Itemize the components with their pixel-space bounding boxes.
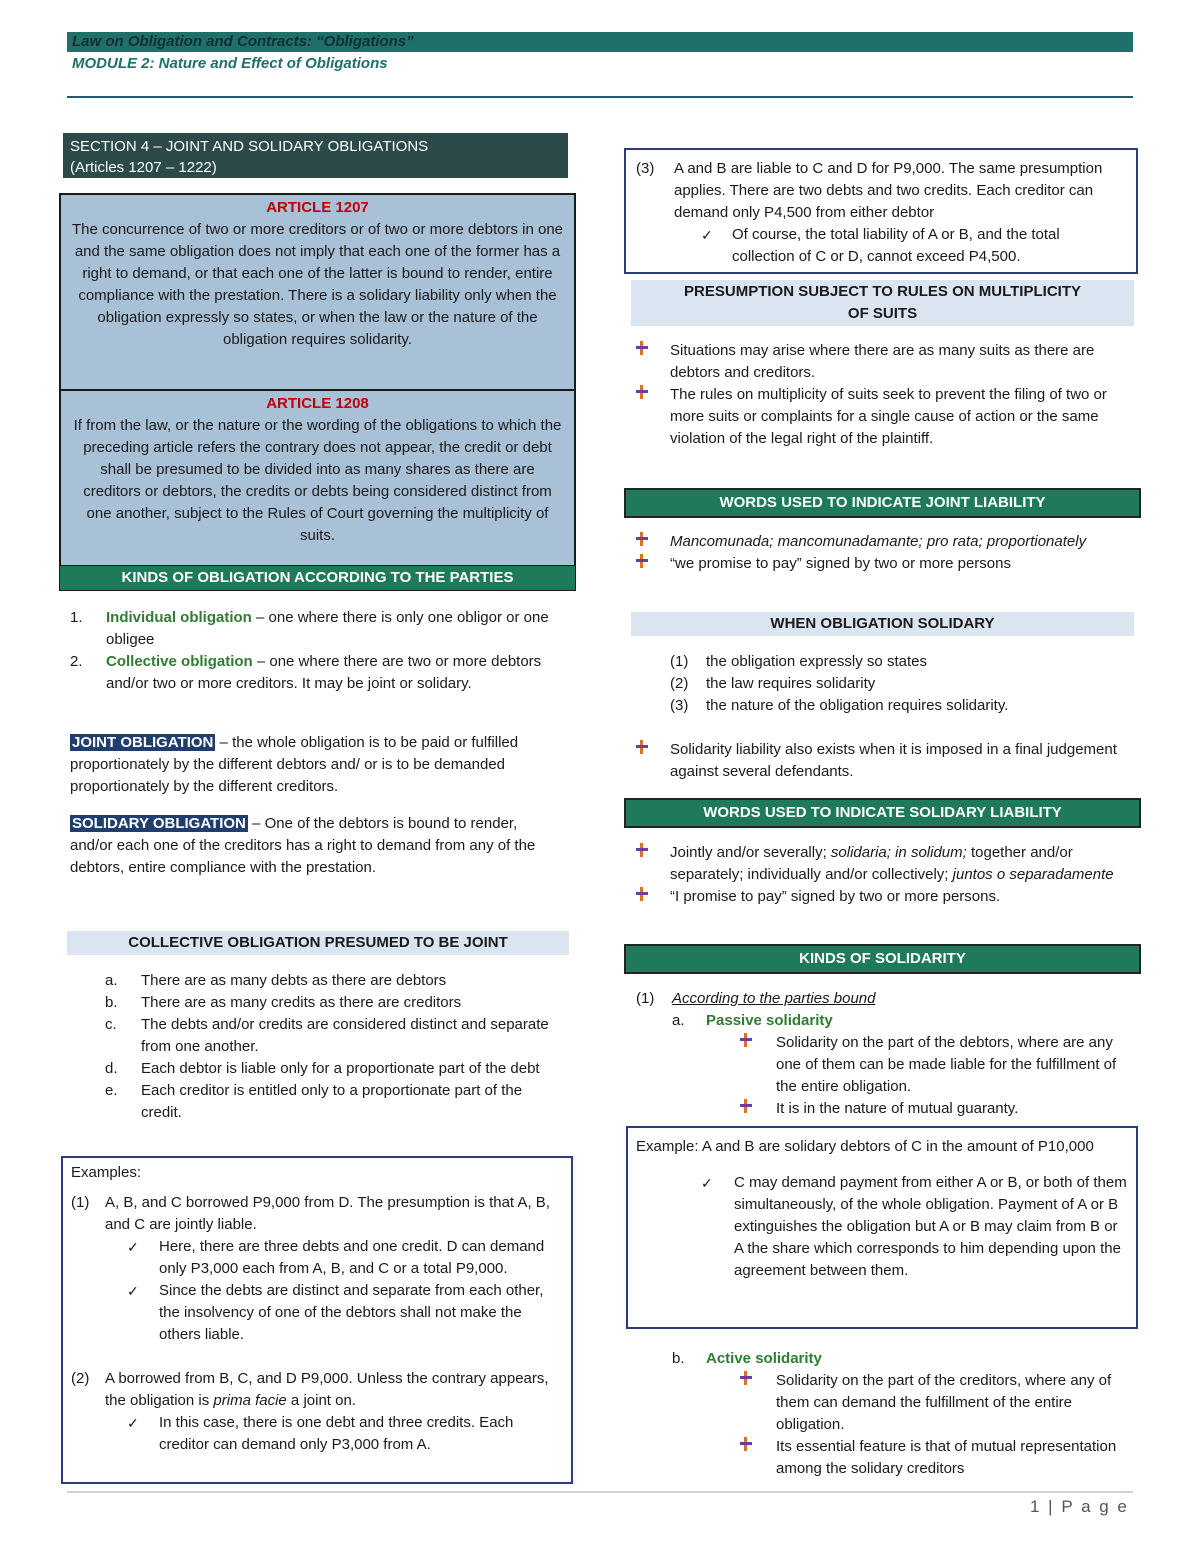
list-letter: a. xyxy=(105,972,118,989)
bullet-text: Solidarity on the part of the debtors, where are any one of them can be made liable for the fulfillment of the entire obligation. xyxy=(776,1034,1117,1095)
list-item xyxy=(670,695,1130,717)
bullet-icon xyxy=(740,1033,754,1047)
when-solidary-heading: WHEN OBLIGATION SOLIDARY xyxy=(631,612,1134,636)
check-text: Here, there are three debts and one credit. D can demand only P3,000 each from A, B, and C or a total P9,000. xyxy=(159,1238,545,1277)
bullet-icon xyxy=(636,843,650,857)
section-heading xyxy=(63,133,568,178)
bullet-item xyxy=(636,842,1126,886)
example-label: Example: xyxy=(636,1138,699,1155)
joint-words-bullets xyxy=(636,531,1126,575)
article-1208-title: ARTICLE 1208 xyxy=(266,395,369,412)
list-item xyxy=(636,988,1126,1010)
example-1-check-2 xyxy=(71,1280,563,1346)
section-heading-line2: (Articles 1207 – 1222) xyxy=(70,159,217,176)
bullet-icon xyxy=(636,887,650,901)
list-text: the obligation expressly so states xyxy=(706,653,927,670)
list-letter: e. xyxy=(105,1082,118,1099)
examples-label: Examples: xyxy=(71,1164,142,1181)
presumed-joint-heading: COLLECTIVE OBLIGATION PRESUMED TO BE JOINT xyxy=(67,931,569,955)
article-1207-text: The concurrence of two or more creditors or of two or more debtors in one and the same obligation does not imply that each one of the former has a right to demand, or that each one of the latter is bound to render, entire compliance with the prestation. There is a solidary liability only when the obligation expressly so states, or when the law or the nature of the obligation requires solidarity. xyxy=(71,221,564,348)
example-text: A and B are liable to C and D for P9,000. The same presumption applies. There are two debts and two credits. Each creditor can demand only P4,500 from either debtor xyxy=(674,160,1103,221)
examples-box xyxy=(61,1156,573,1484)
when-solidary-note xyxy=(636,739,1126,783)
example-1 xyxy=(71,1192,563,1236)
list-item xyxy=(105,1080,567,1124)
bullet-icon xyxy=(740,1437,754,1451)
list-number: (3) xyxy=(670,697,689,714)
bullet-icon xyxy=(636,532,650,546)
multiplicity-heading xyxy=(631,280,1134,326)
bullet-item xyxy=(636,1098,1126,1120)
active-solidarity-title: Active solidarity xyxy=(706,1350,822,1367)
list-text: There are as many credits as there are creditors xyxy=(141,994,462,1011)
kinds-solidarity-heading: KINDS OF SOLIDARITY xyxy=(624,944,1141,974)
definition: – one where there are two or more debtors and/or two or more creditors. It may be joint or solidary. xyxy=(106,653,542,692)
kinds-solidarity-list xyxy=(636,988,1126,1120)
bullet-icon xyxy=(636,740,650,754)
bullet-text: Solidarity liability also exists when it is imposed in a final judgement against several defendants. xyxy=(670,741,1117,780)
bullet-item xyxy=(636,739,1126,783)
document-title: Law on Obligation and Contracts: “Obligations” xyxy=(72,33,414,50)
list-letter: b. xyxy=(105,994,118,1011)
list-item xyxy=(70,607,565,651)
bullet-text: Its essential feature is that of mutual representation among the solidary creditors xyxy=(776,1438,1117,1477)
presumed-joint-list xyxy=(105,970,567,1124)
bullet-icon xyxy=(636,385,650,399)
header-divider xyxy=(67,96,1133,98)
list-item xyxy=(105,992,567,1014)
bullet-text: It is in the nature of mutual guaranty. xyxy=(776,1100,1019,1117)
list-letter: d. xyxy=(105,1060,118,1077)
list-text: There are as many debts as there are debtors xyxy=(141,972,447,989)
sub-item-passive xyxy=(636,1010,1126,1032)
bullet-item xyxy=(672,1370,1132,1436)
bullet-text-mid: together and/or separately; individually and/or collectively; xyxy=(670,844,1073,883)
solidary-words-heading: WORDS USED TO INDICATE SOLIDARY LIABILITY xyxy=(624,798,1141,828)
solidary-words-bullets xyxy=(636,842,1126,908)
example-number: (1) xyxy=(71,1194,90,1211)
check-icon xyxy=(127,1236,159,1280)
example-3-box xyxy=(624,148,1138,274)
bullet-text: “we promise to pay” signed by two or more persons xyxy=(670,555,1011,572)
list-item xyxy=(670,651,1130,673)
bullet-icon xyxy=(636,554,650,568)
list-text: the nature of the obligation requires solidarity. xyxy=(706,697,1009,714)
example-1-check-1 xyxy=(71,1236,563,1280)
example-number: (2) xyxy=(71,1370,90,1387)
active-solidarity xyxy=(672,1348,1132,1480)
solidary-obligation-text: – One of the debtors is bound to render, and/or each one of the creditors has a right to demand from any of the debtors, entire compliance with the prestation. xyxy=(70,815,536,876)
list-letter: a. xyxy=(672,1012,685,1029)
article-1207-title: ARTICLE 1207 xyxy=(266,199,369,216)
list-item xyxy=(105,1058,567,1080)
article-1208-text: If from the law, or the nature or the wording of the obligations to which the preceding article refers the contrary does not appear, the credit or debt shall be presumed to be divided into as many shares as there are creditors or debtors, the credits or debts being considered distinct from one another, subject to the Rules of Court governing the multiplicity of suits. xyxy=(73,417,562,544)
list-number: (1) xyxy=(670,653,689,670)
list-text: the law requires solidarity xyxy=(706,675,876,692)
bullet-icon xyxy=(740,1371,754,1385)
example-2-check-1 xyxy=(71,1412,563,1456)
latin-term: solidaria; in solidum; xyxy=(830,844,967,861)
kinds-parties-heading: KINDS OF OBLIGATION ACCORDING TO THE PARTIES xyxy=(59,565,576,591)
list-letter: b. xyxy=(672,1350,685,1367)
article-1207-box xyxy=(59,193,576,391)
list-item xyxy=(105,1014,567,1058)
example-number: (3) xyxy=(636,160,655,177)
joint-words-heading: WORDS USED TO INDICATE JOINT LIABILITY xyxy=(624,488,1141,518)
bullet-item xyxy=(672,1436,1132,1480)
example-line xyxy=(636,1136,1128,1158)
article-1208-box xyxy=(59,389,576,567)
example-text-end: a joint on. xyxy=(286,1392,356,1409)
bullet-item xyxy=(636,1032,1126,1098)
page-number: 1 | P a g e xyxy=(1030,1497,1129,1516)
check-text: C may demand payment from either A or B, or both of them simultaneously, of the whole obligation. Payment of A or B extinguishes the obligation but A or B may claim from B or A the share which corresponds to him depending upon the agreement between them. xyxy=(734,1174,1127,1279)
solidary-example-box xyxy=(626,1126,1138,1329)
list-number: 1. xyxy=(70,609,83,626)
when-solidary-list xyxy=(670,651,1130,717)
list-text: Each creditor is entitled only to a proportionate part of the credit. xyxy=(141,1082,523,1121)
bullet-icon xyxy=(636,341,650,355)
list-number: (1) xyxy=(636,990,655,1007)
joint-obligation-text: – the whole obligation is to be paid or fulfilled proportionately by the different debtors and/ or is to be demanded proportionately by the different creditors. xyxy=(70,734,519,795)
list-text: The debts and/or credits are considered distinct and separate from one another. xyxy=(141,1016,549,1055)
multiplicity-heading-line1: PRESUMPTION SUBJECT TO RULES ON MULTIPLICITY xyxy=(684,283,1081,300)
list-number: 2. xyxy=(70,653,83,670)
example-text: A and B are solidary debtors of C in the amount of P10,000 xyxy=(698,1138,1094,1155)
bullet-text: “I promise to pay” signed by two or more persons. xyxy=(670,888,1001,905)
bullet-item xyxy=(636,384,1126,450)
kinds-parties-list xyxy=(70,607,565,695)
check-icon xyxy=(701,1172,734,1282)
check-icon xyxy=(127,1412,159,1456)
check-text: Since the debts are distinct and separate from each other, the insolvency of one of the debtors shall not make the others liable. xyxy=(159,1282,544,1343)
solidary-obligation-term: SOLIDARY OBLIGATION xyxy=(72,815,246,832)
sub-item-active xyxy=(672,1348,1132,1370)
bullet-item xyxy=(636,340,1126,384)
list-text: Each debtor is liable only for a proportionate part of the debt xyxy=(141,1060,540,1077)
example-text: A borrowed from B, C, and D P9,000. Unless the contrary appears, the obligation is xyxy=(105,1370,549,1409)
list-text: According to the parties bound xyxy=(672,990,876,1007)
bullet-text: Mancomunada; mancomunadamante; pro rata; proportionately xyxy=(670,533,1087,550)
term: Individual obligation xyxy=(106,609,252,626)
list-number: (2) xyxy=(670,675,689,692)
bullet-item xyxy=(636,886,1126,908)
example-2 xyxy=(71,1368,563,1412)
example-3 xyxy=(636,158,1126,224)
list-item xyxy=(70,651,565,695)
multiplicity-bullets xyxy=(636,340,1126,450)
example-text: A, B, and C borrowed P9,000 from D. The presumption is that A, B, and C are jointly liable. xyxy=(105,1194,550,1233)
passive-solidarity-title: Passive solidarity xyxy=(706,1012,833,1029)
solidary-obligation-def xyxy=(70,813,562,879)
check-text: Of course, the total liability of A or B, and the total collection of C or D, cannot exceed P4,500. xyxy=(732,226,1060,265)
check-text: In this case, there is one debt and three credits. Each creditor can demand only P3,000 from A. xyxy=(159,1414,514,1453)
list-letter: c. xyxy=(105,1016,117,1033)
example-3-check xyxy=(636,224,1126,268)
section-heading-line1: SECTION 4 – JOINT AND SOLIDARY OBLIGATIONS xyxy=(70,138,429,155)
bullet-text: Situations may arise where there are as many suits as there are debtors and creditors. xyxy=(670,342,1095,381)
example-check xyxy=(636,1172,1128,1282)
module-title: MODULE 2: Nature and Effect of Obligations xyxy=(72,55,388,72)
latin-term: prima facie xyxy=(213,1392,287,1409)
list-item xyxy=(105,970,567,992)
list-item xyxy=(670,673,1130,695)
check-icon xyxy=(127,1280,159,1346)
bullet-text: Jointly and/or severally; xyxy=(670,844,831,861)
term: Collective obligation xyxy=(106,653,253,670)
definition: – one where there is only one obligor or one obligee xyxy=(106,609,549,648)
joint-obligation-term: JOINT OBLIGATION xyxy=(72,734,214,751)
check-icon xyxy=(701,224,732,268)
latin-term: juntos o separadamente xyxy=(952,866,1114,883)
bullet-text: The rules on multiplicity of suits seek to prevent the filing of two or more suits or complaints for a single cause of action or the same violation of the legal right of the plaintiff. xyxy=(670,386,1107,447)
joint-obligation-def xyxy=(70,732,562,798)
bullet-icon xyxy=(740,1099,754,1113)
footer-divider xyxy=(67,1491,1133,1493)
multiplicity-heading-line2: OF SUITS xyxy=(847,305,918,322)
bullet-item xyxy=(636,553,1126,575)
bullet-text: Solidarity on the part of the creditors, where any of them can demand the fulfillment of the entire obligation. xyxy=(776,1372,1112,1433)
bullet-item xyxy=(636,531,1126,553)
